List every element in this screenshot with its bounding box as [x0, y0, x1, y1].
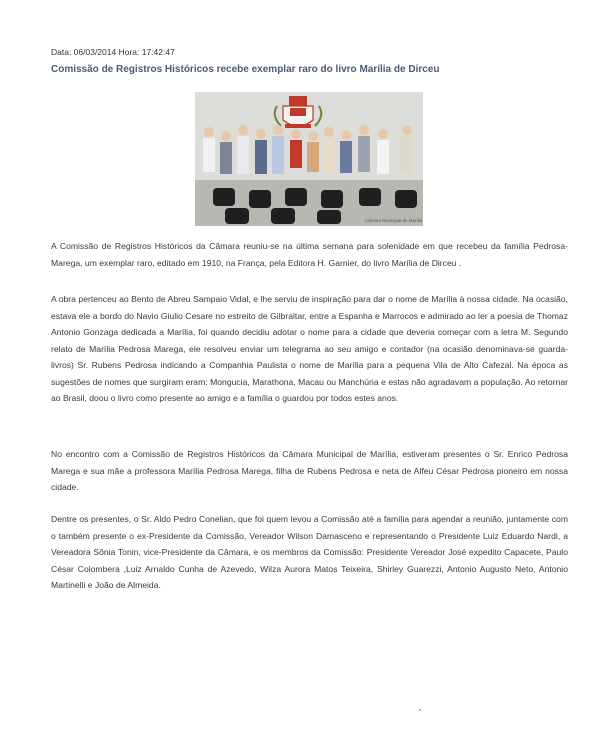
article-title: Comissão de Registros Históricos recebe exemplar raro do livro Marília de Dirceu [51, 64, 440, 75]
scan-mark [419, 709, 421, 711]
paragraph-4: Dentre os presentes, o Sr. Aldo Pedro Conelian, que foi quem levou a Comissão até a família para agendar a reunião, juntamente com o também presente o ex-Presidente da Comissão, Vereador Wilson Damasceno e representando o Presidente Luiz Eduardo Nardi, a Vereadora Sônia Tonin, vice-Presidente da Câmara, e os membros da Comissão: Presidente Vereador José expedito Capacete, Paulo César Colombera ,Luiz Arnaldo Cunha de Azevedo, Wilza Aurora Matos Teixeira, Shirley Guarezzi, Antonio Augusto Neto, Antonio Martinelli e João de Almeida. [51, 514, 568, 590]
group-photo-illustration [195, 92, 423, 226]
group-photo [195, 92, 423, 226]
article-date: Data: 06/03/2014 Hora: 17:42:47 [51, 47, 175, 57]
paragraph-1: A Comissão de Registros Históricos da Câmara reuniu-se na última semana para solenidade em que recebeu da família Pedrosa-Marega, um exemplar raro, editado em 1910, na França, pela Editora H. Garnier, do livro Marília de Dirceu . [51, 241, 568, 268]
paragraph-3: No encontro com a Comissão de Registros Históricos da Câmara Municipal de Marília, estiveram presentes o Sr. Enrico Pedrosa Marega e sua mãe a professora Marília Pedrosa Marega, filha de Rubens Pedrosa e neta de Alfeu César Pedrosa pioneiro em nossa cidade. [51, 449, 568, 492]
photo-caption: Câmara Municipal de Marília [365, 218, 423, 223]
paragraph-2: A obra pertenceu ao Bento de Abreu Sampaio Vidal, e lhe serviu de inspiração para dar o nome de Marília à nossa cidade. Na ocasião, estava ele a bordo do Navio Giulio Cesare no estreito de Gilbraltar, entre a Espanha e Marrocos e admirado ao ler a poesia de Thomaz Antonio Gonzaga dedicada a Marília, foi quando decidiu adotar o nome para a cidade que deveria começar com a letra M. Segundo relato de Marília Pedrosa Marega, ele resolveu enviar um telegrama ao seu amigo e contador (na ocasião denominava-se guarda-livros) Sr. Rubens Pedrosa indicando a Companhia Paulista o nome de Marília para a pequena Vila de Alto Cafezal. Na época as sugestões de nomes que surgiram eram: Mongucia, Marathona, Macau ou Manchúria e estas não agradavam a população. Ao retornar ao Brasil, doou o livro como presente ao amigo e a família o guardou por todos estes anos. [51, 294, 568, 403]
